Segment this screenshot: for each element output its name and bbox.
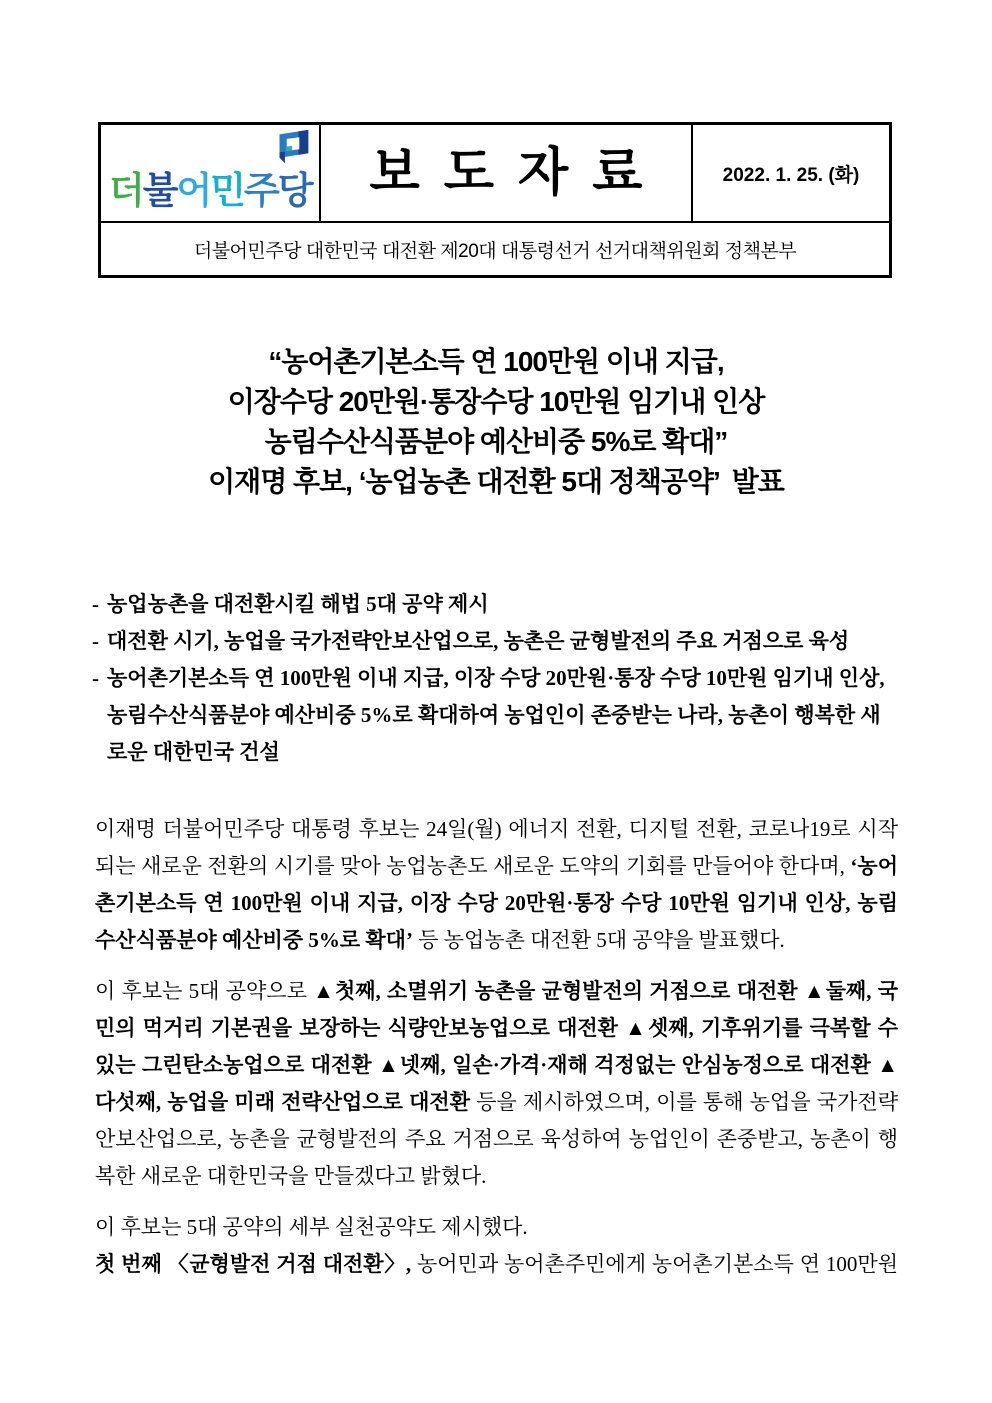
paragraph-bold-segment: ▲첫째, 소멸위기 농촌을 균형발전의 거점으로 대전환 ▲둘째, 국민의 먹거리 기본권을 보장하는 식량안보농업으로 대전환 ▲셋째, 기후위기를 극복할 수 있는 그린탄소농업으로 대전환 ▲넷째, 일손·가격·재해 걱정없는 안심농정으로 대전환 ▲다섯째, 농업을 미래 전략산업으로 대전환 xyxy=(95,979,898,1114)
paragraph-segment: 이재명 더불어민주당 대통령 후보는 24일(월) 에너지 전환, 디지털 전환, 코로나19로 시작되는 새로운 전환의 시기를 맞아 농업농촌도 새로운 도약의 기회를 만들어야 한다며, xyxy=(95,817,898,878)
logo-char: 주 xyxy=(244,170,278,211)
headline-line: “농어촌기본소득 연 100만원 이내 지급, xyxy=(268,346,724,377)
summary-bullet-text: 농어촌기본소득 연 100만원 이내 지급, 이장 수당 20만원·통장 수당 10만원 임기내 인상, 농림수산식품분야 예산비중 5%로 확대하여 농업인이 존중받는 나라, 농촌이 행복한 새로운 대한민국 건설 xyxy=(107,666,885,764)
release-date-cell xyxy=(693,125,889,221)
logo-char: 어 xyxy=(176,170,211,211)
doc-type-title: 보도자료 xyxy=(369,144,667,202)
headline-line: 이재명 후보, ‘농업농촌 대전환 5대 정책공약’ 발표 xyxy=(208,466,784,497)
headline xyxy=(0,342,992,502)
body-paragraph xyxy=(95,811,898,959)
masthead-org-row xyxy=(101,223,889,275)
body-paragraphs xyxy=(95,811,898,1283)
logo-char: 불 xyxy=(142,170,177,211)
doc-type-cell xyxy=(321,125,693,221)
summary-bullet-item xyxy=(92,586,898,623)
paragraph-bold-segment: 첫 번째 〈균형발전 거점 대전환〉, xyxy=(95,1252,412,1276)
logo-char: 더 xyxy=(109,170,143,211)
party-logo-text xyxy=(109,172,312,209)
paragraph-bold-segment: ‘농어촌기본소득 연 100만원 이내 지급, 이장 수당 20만원·통장 수당 10만원 임기내 인상, 농림수산식품분야 예산비중 5%로 확대’ xyxy=(95,854,898,952)
paragraph-segment: 이 후보는 5대 공약의 세부 실천공약도 제시했다. xyxy=(95,1215,528,1239)
summary-bullet-text: 농업농촌을 대전환시킬 해법 5대 공약 제시 xyxy=(107,592,489,616)
bullet-dash-marker: - xyxy=(92,666,99,690)
body-paragraph xyxy=(95,973,898,1195)
headline-line: 이장수당 20만원·통장수당 10만원 임기내 인상 xyxy=(227,386,765,417)
paragraph-segment: 등을 제시하였으며, 이를 통해 농업을 국가전략안보산업으로, 농촌을 균형발전의 주요 거점으로 육성하여 농업인이 존중받고, 농촌이 행복한 새로운 대한민국을 만들겠다고 밝혔다. xyxy=(95,1090,898,1188)
org-line: 더불어민주당 대한민국 대전환 제20대 대통령선거 선거대책위원회 정책본부 xyxy=(193,240,797,262)
release-date: 2022. 1. 25. (화) xyxy=(722,164,860,186)
bullet-dash-marker: - xyxy=(92,592,99,616)
paragraph-segment: 농어민과 농어촌주민에게 농어촌기본소득 연 100만원 xyxy=(411,1252,898,1276)
logo-char: 당 xyxy=(277,170,312,211)
body-paragraph xyxy=(95,1246,898,1283)
masthead-top-row xyxy=(101,125,889,223)
paragraph-segment: 이 후보는 5대 공약으로 xyxy=(95,979,314,1003)
summary-bullet-item xyxy=(92,623,898,660)
headline-line: 농림수산식품분야 예산비중 5%로 확대” xyxy=(264,426,728,457)
summary-bullet-text: 대전환 시기, 농업을 국가전략안보산업으로, 농촌은 균형발전의 주요 거점으로 육성 xyxy=(107,629,850,653)
summary-bullet-item xyxy=(92,660,898,771)
bullet-dash-marker: - xyxy=(92,629,99,653)
logo-char: 민 xyxy=(210,170,244,211)
masthead xyxy=(98,122,892,278)
paragraph-segment: 등 농업농촌 대전환 5대 공약을 발표했다. xyxy=(412,928,785,952)
body-paragraph xyxy=(95,1209,898,1246)
party-flag-icon xyxy=(275,129,311,165)
party-logo xyxy=(101,125,321,221)
summary-bullets xyxy=(92,586,898,771)
